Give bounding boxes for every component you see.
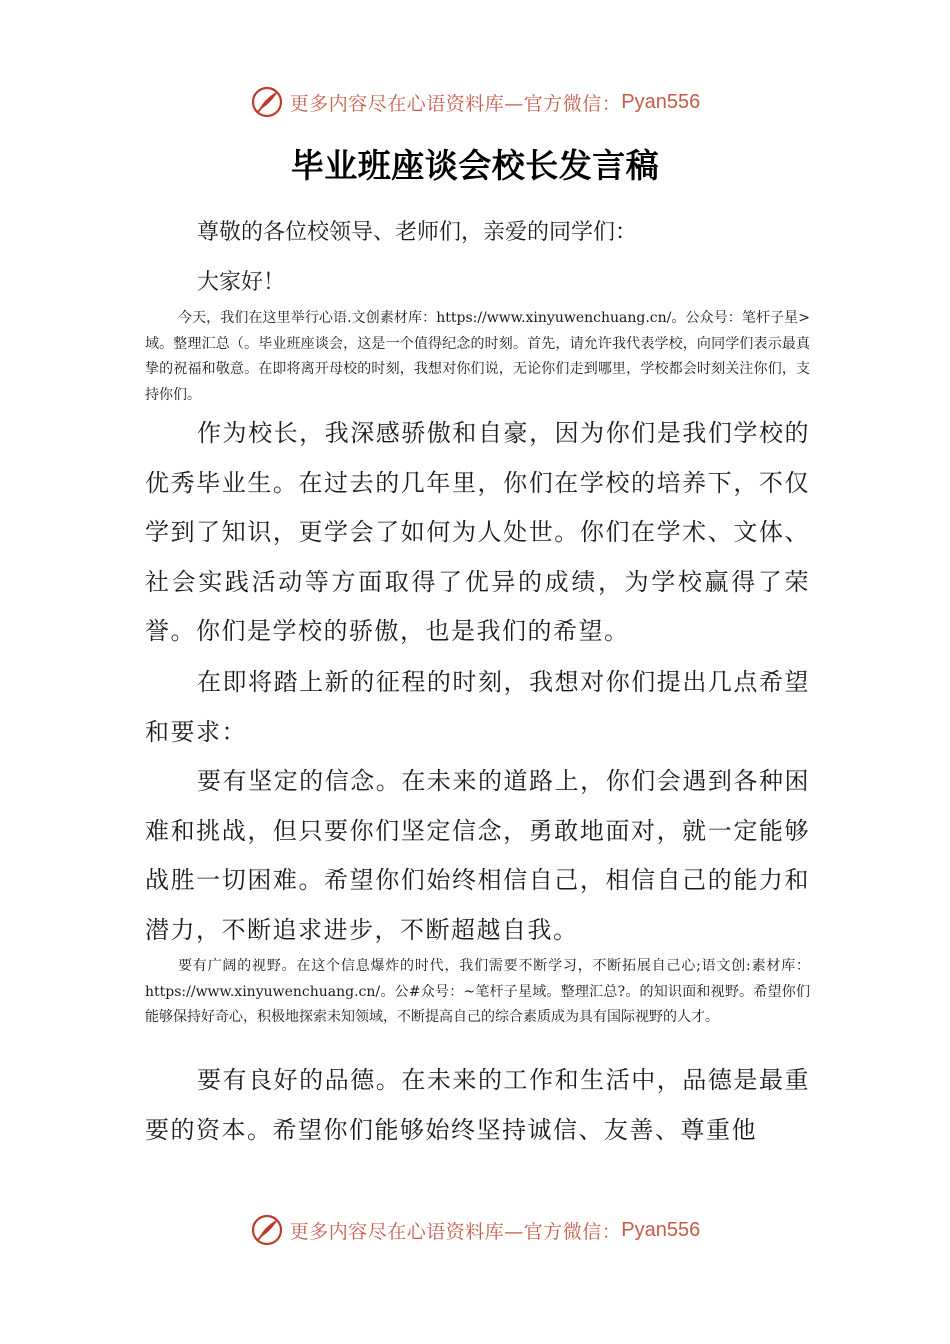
- salutation: 尊敬的各位校领导、老师们，亲爱的同学们：: [197, 220, 638, 245]
- quill-logo-icon: [250, 1213, 284, 1247]
- banner-wechat-id: Pyan556: [621, 1218, 701, 1241]
- paragraph-4: 要有坚定的信念。在未来的道路上，你们会遇到各种困难和挑战，但只要你们坚定信念，勇敢地面对，就一定能够战胜一切困难。希望你们始终相信自己，相信自己的能力和潜力，不断追求进步，不断超越自我。: [145, 767, 810, 944]
- banner-text: 更多内容尽在心语资料库—官方微信：: [289, 92, 622, 115]
- paragraph-6: 要有良好的品德。在未来的工作和生活中，品德是最重要的资本。希望你们能够始终坚持诚信、友善、尊重他: [145, 1066, 810, 1144]
- banner-wechat-id: Pyan556: [621, 90, 701, 113]
- paragraph-5: 要有广阔的视野。在这个信息爆炸的时代，我们需要不断学习，不断拓展自己心;语文创:素材库：https://www.xinyuwenchuang.cn/。公#众号：~笔杆子星域。整理汇总?。的知识面和视野。希望你们能够保持好奇心，积极地探索未知领域，不断提高自己的综合素质成为具有国际视野的人才。: [145, 958, 810, 1025]
- paragraph-1: 今天，我们在这里举行心语.文创素材库：https://www.xinyuwenchuang.cn/。公众号：笔杆子星>域。整理汇总（。毕业班座谈会，这是一个值得纪念的时刻。首先，请允许我代表学校，向同学们表示最真挚的祝福和敬意。在即将离开母校的时刻，我想对你们说，无论你们走到哪里，学校都会时刻关注你们，支持你们。: [145, 310, 810, 403]
- page-title: 毕业班座谈会校长发言稿: [290, 146, 660, 185]
- paragraph-3: 在即将踏上新的征程的时刻，我想对你们提出几点希望和要求：: [145, 668, 810, 746]
- header-banner: [0, 80, 950, 124]
- greeting: 大家好！: [197, 270, 286, 295]
- quill-logo-icon: [250, 85, 284, 119]
- footer-banner: [0, 1208, 950, 1252]
- banner-text: 更多内容尽在心语资料库—官方微信：: [289, 1220, 622, 1243]
- paragraph-2: 作为校长，我深感骄傲和自豪，因为你们是我们学校的优秀毕业生。在过去的几年里，你们在学校的培养下，不仅学到了知识，更学会了如何为人处世。你们在学术、文体、社会实践活动等方面取得了优异的成绩，为学校赢得了荣誉。你们是学校的骄傲，也是我们的希望。: [145, 419, 810, 645]
